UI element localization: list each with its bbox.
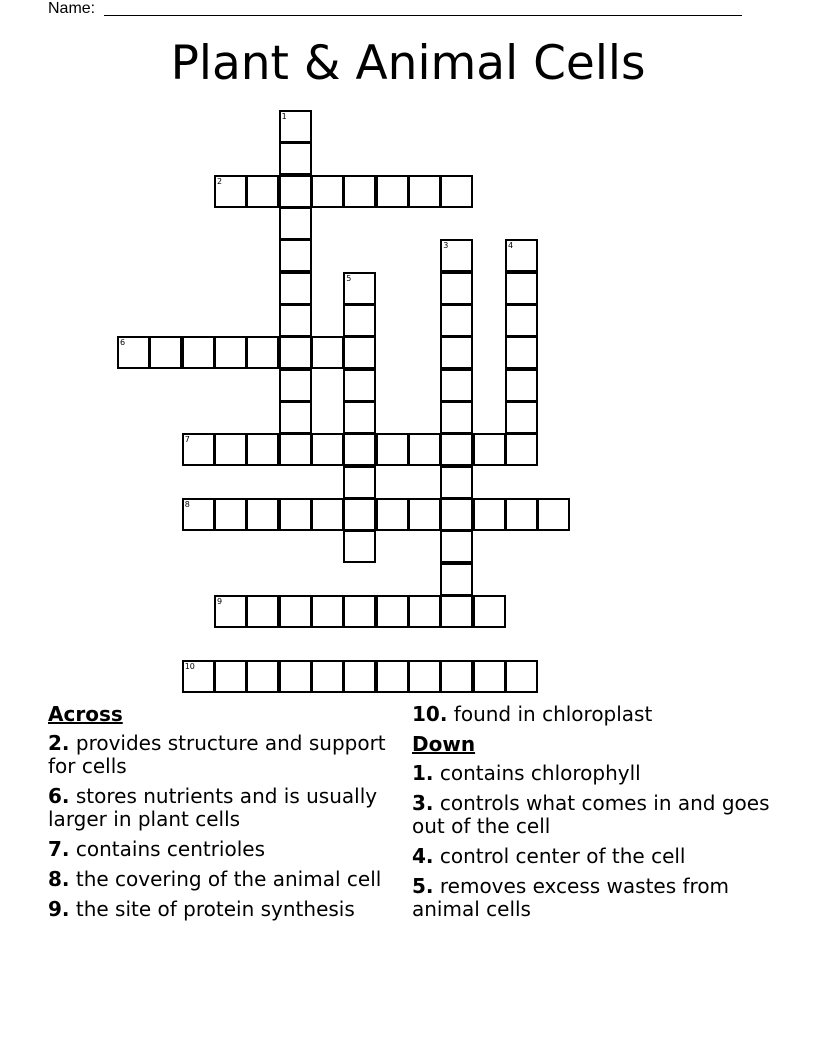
clue-number: 8	[184, 500, 190, 509]
clue-across-7: 7. contains centrioles	[48, 837, 266, 861]
grid-cell[interactable]	[149, 336, 182, 369]
grid-cell[interactable]	[473, 660, 506, 693]
grid-cell[interactable]	[214, 175, 247, 208]
grid-cell[interactable]	[440, 433, 473, 466]
grid-cell[interactable]	[117, 336, 150, 369]
grid-cell[interactable]	[246, 336, 279, 369]
grid-cell[interactable]	[214, 660, 247, 693]
grid-cell[interactable]	[246, 660, 279, 693]
grid-cell[interactable]	[343, 304, 376, 337]
grid-cell[interactable]	[279, 401, 312, 434]
grid-cell[interactable]	[440, 401, 473, 434]
grid-cell[interactable]	[343, 369, 376, 402]
clue-number: 10	[184, 661, 195, 671]
grid-cell[interactable]	[408, 175, 441, 208]
clue-number: 6	[120, 338, 126, 348]
grid-cell[interactable]	[376, 595, 409, 628]
grid-cell[interactable]	[279, 498, 312, 531]
grid-cell[interactable]	[505, 239, 538, 272]
grid-cell[interactable]	[440, 660, 473, 693]
grid-cell[interactable]	[343, 401, 376, 434]
across-heading: Across	[48, 702, 123, 726]
grid-cell[interactable]	[279, 336, 312, 369]
grid-cell[interactable]	[279, 433, 312, 466]
grid-cell[interactable]	[343, 272, 376, 305]
grid-cell[interactable]	[473, 433, 506, 466]
clue-across-10: 10. found in chloroplast	[412, 702, 653, 726]
clue-across-2: 2. provides structure and support for cells	[48, 731, 386, 778]
grid-cell[interactable]	[505, 433, 538, 466]
grid-cell[interactable]	[376, 175, 409, 208]
grid-cell[interactable]	[505, 660, 538, 693]
clues-right-column	[412, 703, 772, 928]
grid-cell[interactable]	[505, 336, 538, 369]
grid-cell[interactable]	[182, 660, 215, 693]
grid-cell[interactable]	[311, 336, 344, 369]
grid-cell[interactable]	[279, 272, 312, 305]
clues-left-column	[48, 703, 398, 928]
clue-number: 2	[217, 176, 223, 186]
clue-number: 5	[346, 273, 352, 283]
grid-cell[interactable]	[311, 498, 344, 531]
grid-cell[interactable]	[182, 433, 215, 466]
grid-cell[interactable]	[376, 660, 409, 693]
grid-cell[interactable]	[343, 660, 376, 693]
grid-cell[interactable]	[440, 239, 473, 272]
grid-cell[interactable]	[343, 175, 376, 208]
grid-cell[interactable]	[182, 336, 215, 369]
grid-cell[interactable]	[311, 660, 344, 693]
grid-cell[interactable]	[279, 207, 312, 240]
grid-cell[interactable]	[214, 336, 247, 369]
grid-cell[interactable]	[214, 433, 247, 466]
grid-cell[interactable]	[473, 595, 506, 628]
grid-cell[interactable]	[440, 498, 473, 531]
grid-cell[interactable]	[246, 433, 279, 466]
grid-cell[interactable]	[343, 498, 376, 531]
grid-cell[interactable]	[279, 142, 312, 175]
grid-cell[interactable]	[311, 595, 344, 628]
grid-cell[interactable]	[279, 660, 312, 693]
clue-number: 1	[281, 112, 287, 121]
clue-number: 9	[217, 597, 223, 606]
clue-number: 3	[443, 241, 449, 251]
grid-cell[interactable]	[343, 466, 376, 499]
grid-cell[interactable]	[505, 401, 538, 434]
grid-cell[interactable]	[376, 498, 409, 531]
down-heading: Down	[412, 732, 476, 756]
grid-cell[interactable]	[279, 369, 312, 402]
grid-cell[interactable]	[182, 498, 215, 531]
grid-cell[interactable]	[279, 239, 312, 272]
grid-cell[interactable]	[537, 498, 570, 531]
grid-cell[interactable]	[408, 498, 441, 531]
grid-cell[interactable]	[440, 466, 473, 499]
grid-cell[interactable]	[440, 336, 473, 369]
grid-cell[interactable]	[343, 433, 376, 466]
grid-cell[interactable]	[279, 110, 312, 143]
grid-cell[interactable]	[408, 595, 441, 628]
grid-cell[interactable]	[440, 272, 473, 305]
grid-cell[interactable]	[214, 595, 247, 628]
grid-cell[interactable]	[246, 498, 279, 531]
grid-cell[interactable]	[246, 175, 279, 208]
grid-cell[interactable]	[343, 336, 376, 369]
grid-cell[interactable]	[440, 530, 473, 563]
grid-cell[interactable]	[279, 304, 312, 337]
page-title: Plant & Animal Cells	[170, 36, 646, 91]
clue-down-3: 3. controls what comes in and goes out of the cell	[412, 791, 770, 838]
grid-cell[interactable]	[311, 433, 344, 466]
clue-number: 4	[508, 241, 514, 251]
grid-cell[interactable]	[343, 595, 376, 628]
grid-cell[interactable]	[246, 595, 279, 628]
clue-across-8: 8. the covering of the animal cell	[48, 867, 382, 891]
clue-across-9: 9. the site of protein synthesis	[48, 897, 355, 921]
clue-down-1: 1. contains chlorophyll	[412, 761, 641, 785]
grid-cell[interactable]	[440, 563, 473, 596]
grid-cell[interactable]	[440, 369, 473, 402]
grid-cell[interactable]	[343, 530, 376, 563]
grid-cell[interactable]	[279, 175, 312, 208]
grid-cell[interactable]	[440, 175, 473, 208]
clue-down-5: 5. removes excess wastes from animal cells	[412, 874, 730, 921]
clue-across-6: 6. stores nutrients and is usually larger in plant cells	[48, 784, 378, 831]
grid-cell[interactable]	[473, 498, 506, 531]
clue-number: 7	[184, 435, 190, 445]
grid-cell[interactable]	[311, 175, 344, 208]
grid-cell[interactable]	[376, 433, 409, 466]
grid-cell[interactable]	[440, 595, 473, 628]
grid-cell[interactable]	[408, 660, 441, 693]
grid-cell[interactable]	[408, 433, 441, 466]
grid-cell[interactable]	[505, 498, 538, 531]
name-label: Name:	[48, 0, 96, 17]
grid-cell[interactable]	[505, 272, 538, 305]
clue-down-4: 4. control center of the cell	[412, 844, 686, 868]
grid-cell[interactable]	[505, 369, 538, 402]
grid-cell[interactable]	[279, 595, 312, 628]
grid-cell[interactable]	[505, 304, 538, 337]
grid-cell[interactable]	[214, 498, 247, 531]
grid-cell[interactable]	[440, 304, 473, 337]
